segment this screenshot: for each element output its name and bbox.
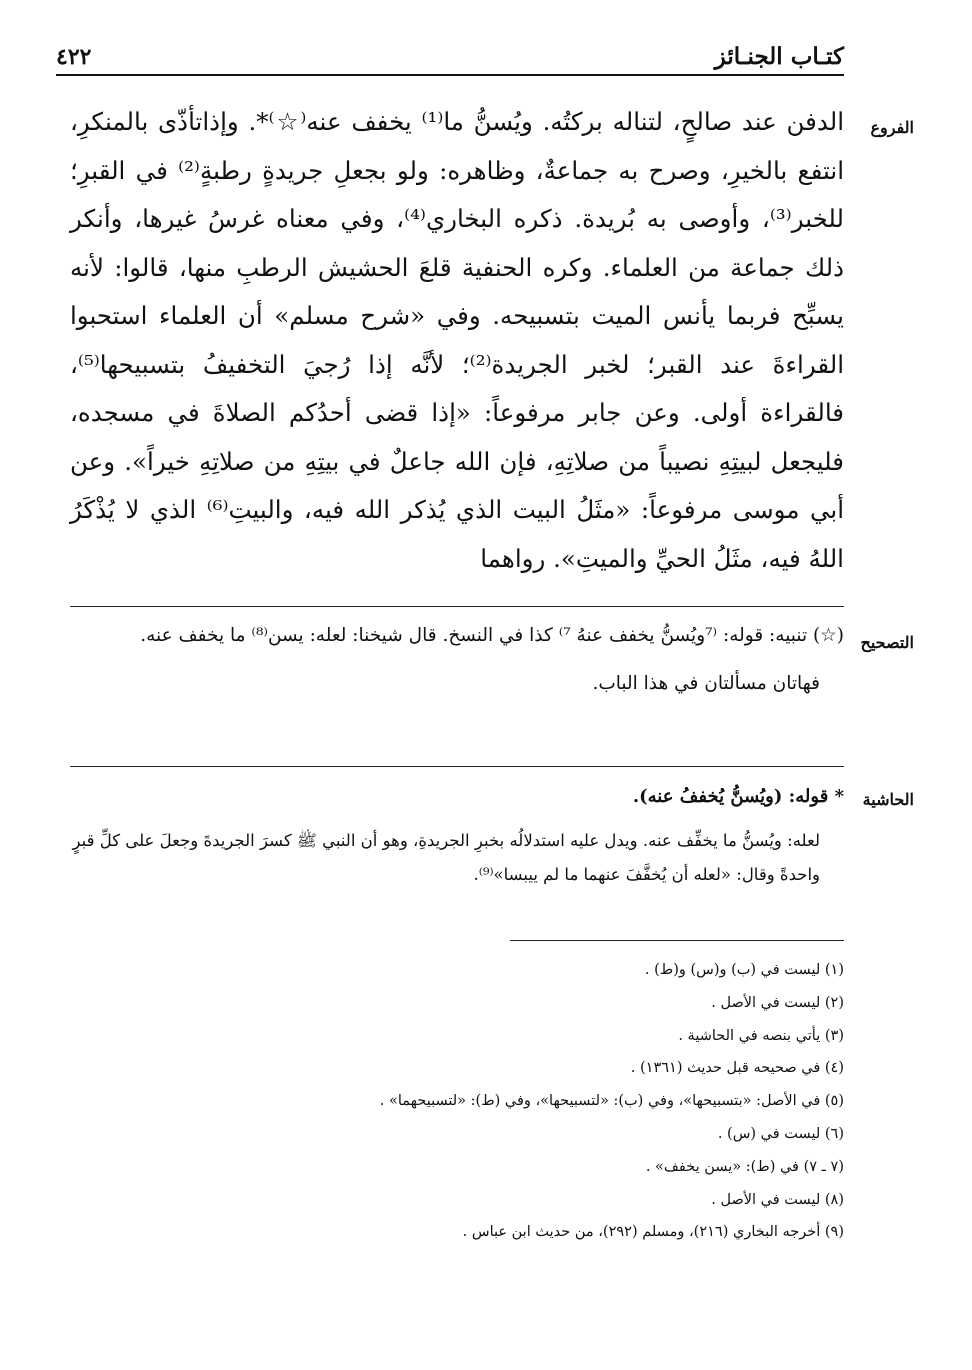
footnotes-list xyxy=(70,954,844,1249)
footnote-item: (٢) ليست في الأصل . xyxy=(711,994,844,1011)
footnote-item: (٤) في صحيحه قبل حديث (١٣٦١) . xyxy=(630,1060,844,1077)
tashih-paragraph-1: (☆) تنبيه: قوله: ⁽⁷ويُسنُّ يخفف عنهُ ⁷⁾ كذا في النسخ. قال شيخنا: لعله: يسن⁽⁸⁾ ما يخفف عنه. xyxy=(140,625,844,646)
footnote-item: (١) ليست في (ب) و(س) و(ط) . xyxy=(644,962,844,978)
hashiya-section xyxy=(70,780,844,892)
footnote-item: (٩) أخرجه البخاري (٢١٦)، ومسلم (٢٩٢)، من حديث ابن عباس . xyxy=(462,1224,844,1241)
divider-hashiya xyxy=(70,766,844,767)
label-furu: الفروع xyxy=(870,118,914,137)
book-title: كتـاب الجنـائز xyxy=(714,43,844,70)
main-paragraph: الدفن عند صالحٍ، لتناله بركتُه. ويُسنُّ ما⁽¹⁾ يخفف عنه⁽☆⁾*. وإذاتأذّى بالمنكرِ، انتفع بالخيرِ، وصرح به جماعةٌ، وظاهره: ولو بجعلِ جريدةٍ رطبةٍ⁽²⁾ في القبرِ؛ للخبر⁽³⁾، وأوصى به بُريدة. ذكره البخاري⁽⁴⁾، وفي معناه غرسُ غيرها، وأنكر ذلك جماعة من العلماء. وكره الحنفية قلعَ الحشيش الرطبِ منها، قالوا: لأنه يسبِّح فربما يأنس الميت بتسبيحه. وفي «شرح مسلم» أن العلماء استحبوا القراءةَ عند القبر؛ لخبر الجريدة⁽²⁾؛ لأنَّه إذا رُجيَ التخفيفُ بتسبيحها⁽⁵⁾، فالقراءة أولى. وعن جابر مرفوعاً: «إذا قضى أحدُكم الصلاةَ في مسجده، فليجعل لبيتِهِ نصيباً من صلاتِهِ، فإن الله جاعلٌ في بيتِهِ من صلاتِهِ خيراً». وعن أبي موسى مرفوعاً: «مثَلُ البيت الذي يُذكر الله فيه، والبيتِ⁽⁶⁾ الذي لا يُذْكَرُ اللهُ فيه، مثَلُ الحيِّ والميتِ». رواهما xyxy=(70,107,845,573)
label-tashih: التصحيح xyxy=(860,633,914,652)
page-header xyxy=(56,34,844,76)
hashiya-heading: * قوله: (ويُسنُّ يُخففُ عنه). xyxy=(632,786,844,807)
footnote-item: (٦) ليست في (س) . xyxy=(717,1125,844,1142)
tashih-paragraph-2: فهاتان مسألتان في هذا الباب. xyxy=(592,673,820,694)
hashiya-body: لعله: ويُسنُّ ما يخفِّف عنه. ويدل عليه استدلالُه بخبرِ الجريدةِ، وهو أن النبي ﷺ كسرَ الجريدةَ وجعلَ على كلِّ قبرٍ واحدةً وقال: «لعله أن يُخفَّفَ عنهما ما لم ييبسا»⁽⁹⁾. xyxy=(72,831,820,884)
tashih-section xyxy=(70,618,844,702)
footnote-item: (٧ ـ ٧) في (ط): «يسن يخفف» . xyxy=(645,1158,844,1175)
footnote-item: (٨) ليست في الأصل . xyxy=(711,1191,844,1208)
footnote-item: (٣) يأتي بنصه في الحاشية . xyxy=(678,1027,844,1044)
footnote-item: (٥) في الأصل: «بتسبيحها»، وفي (ب): «لتسبيحها»، وفي (ط): «لتسبيحهما» . xyxy=(379,1093,844,1110)
divider-tashih xyxy=(70,606,844,607)
page-number: ٤٢٢ xyxy=(56,44,92,70)
label-hashiya: الحاشية xyxy=(862,790,914,809)
divider-footnotes xyxy=(510,940,844,941)
main-text xyxy=(70,98,844,583)
